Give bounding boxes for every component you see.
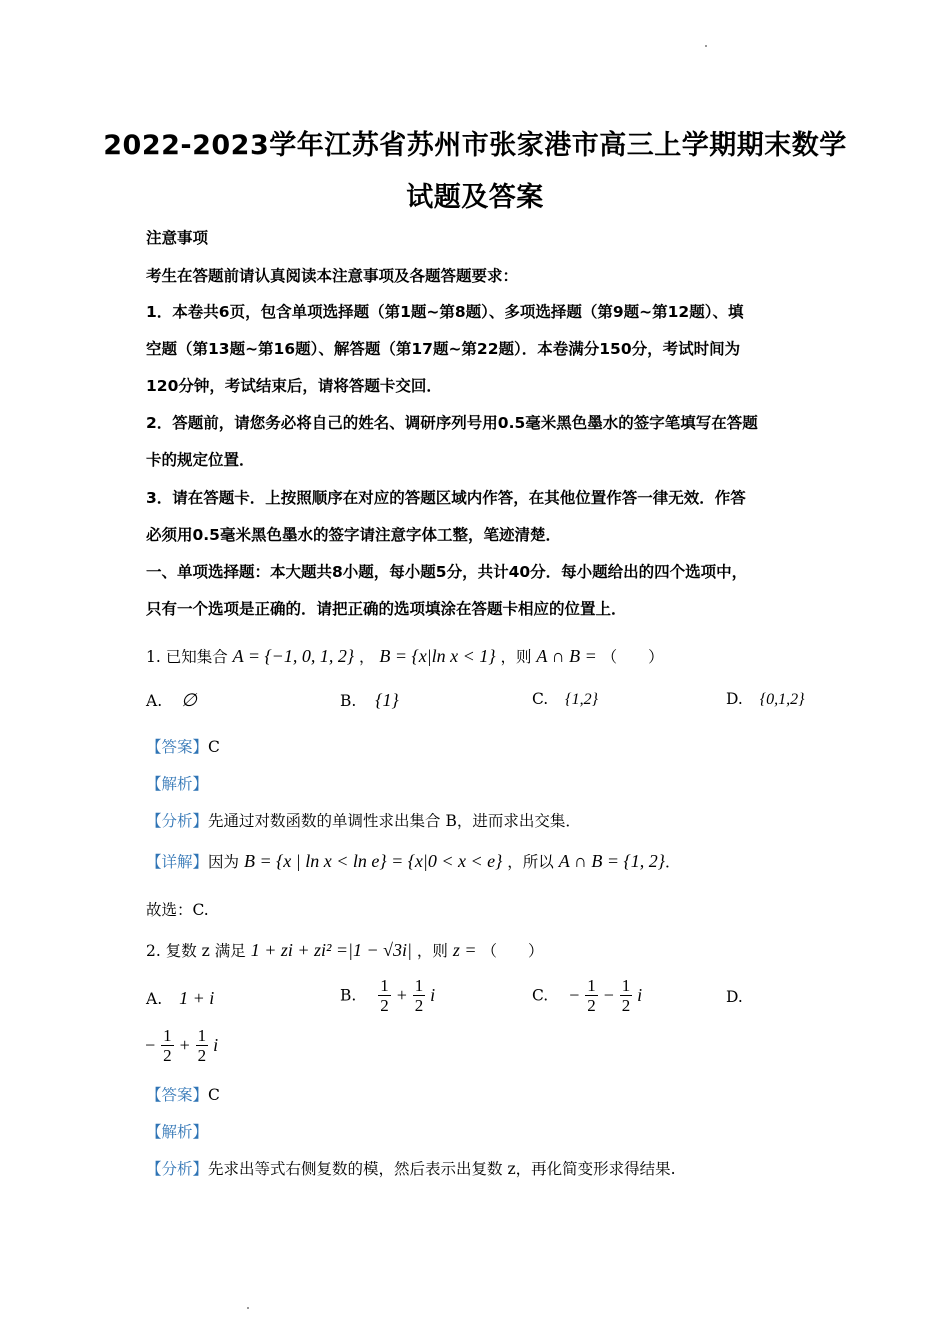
q2-option-b: B. $\frac{1}{2}$ + $\frac{1}{2}$ i <box>340 976 436 1015</box>
notes-item-3-line-1: 3．请在答题卡．上按照顺序在对应的答题区域内作答，在其他位置作答一律无效．作答 <box>146 489 746 507</box>
option-label: B. <box>340 986 357 1005</box>
option-value: {0,1,2} <box>759 691 805 708</box>
option-label: A. <box>146 692 163 710</box>
q1-fenxi <box>146 809 581 831</box>
frac-num: 1 <box>197 1026 207 1045</box>
detail-math-2: A ∩ B = {1, 2} <box>558 851 665 871</box>
detail-text: 因为 <box>208 853 240 871</box>
fenxi-text: 先求出等式右侧复数的模，然后表示出复数 z，再化简变形求得结果. <box>208 1160 676 1178</box>
scan-dot <box>705 45 707 47</box>
q1-set-b: B = {x|ln x < 1} <box>379 646 496 666</box>
option-value: ∅ <box>181 690 197 710</box>
frac-den: 2 <box>621 996 631 1015</box>
section-1-line-1: 一、单项选择题：本大题共8小题，每小题5分，共计40分．每小题给出的四个选项中， <box>146 563 748 581</box>
q1-expr: A ∩ B = <box>536 646 597 666</box>
q1-option-b <box>340 690 399 711</box>
frac-num: 1 <box>163 1026 172 1045</box>
answer-value: C <box>208 738 220 756</box>
fenxi-tag: 【分析】 <box>146 1160 209 1178</box>
frac-num: 1 <box>621 976 631 995</box>
q2-prefix: 2. 复数 z 满足 <box>146 942 246 960</box>
q2-option-a <box>146 988 214 1009</box>
q1-option-a <box>146 690 197 711</box>
q1-comma: ， <box>358 648 375 666</box>
frac-den: 2 <box>380 996 389 1015</box>
notes-item-2-line-2: 卡的规定位置． <box>146 451 255 469</box>
title-line-1: 2022-2023学年江苏省苏州市张家港市高三上学期期末数学 <box>103 130 847 161</box>
q2-option-d-label: D. <box>726 988 743 1006</box>
frac-den: 2 <box>197 1046 207 1065</box>
answer-tag: 【答案】 <box>146 1086 209 1104</box>
option-value: {1} <box>375 690 399 710</box>
q2-option-d: − $\frac{1}{2}$ + $\frac{1}{2}$ i <box>144 1026 219 1065</box>
answer-value: C <box>208 1086 220 1104</box>
q1-detail <box>146 850 680 872</box>
fenxi-tag: 【分析】 <box>146 812 209 830</box>
q1-mid: ，则 <box>500 648 532 666</box>
q1-analysis-tag: 【解析】 <box>146 775 209 793</box>
frac-den: 2 <box>587 996 596 1015</box>
q2-blank: （ ） <box>481 942 544 960</box>
q1-blank: （ ） <box>601 648 664 666</box>
option-label: A. <box>146 990 163 1008</box>
frac-den: 2 <box>163 1046 172 1065</box>
q2-equation: 1 + zi + zi² =|1 − √3i| <box>250 940 412 960</box>
detail-tag: 【详解】 <box>146 853 209 871</box>
question-2 <box>146 939 543 961</box>
notes-item-1-line-3: 120分钟，考试结束后，请将答题卡交回． <box>146 377 442 395</box>
detail-math: B = {x | ln x < ln e} = {x|0 < x < e} <box>243 851 503 871</box>
q2-analysis-tag: 【解析】 <box>146 1123 209 1141</box>
frac-num: 1 <box>587 976 596 995</box>
option-label: B. <box>340 692 357 710</box>
notes-heading: 注意事项 <box>146 229 209 247</box>
q1-option-d <box>726 690 805 709</box>
q1-set-a: A = {−1, 0, 1, 2} <box>232 646 355 666</box>
question-1 <box>146 645 664 667</box>
q1-choose: 故选：C. <box>146 901 209 919</box>
option-value: 1 + i <box>179 988 215 1008</box>
notes-item-2-line-1: 2．答题前，请您务必将自己的姓名、调研序列号用0.5毫米黑色墨水的签字笔填写在答题 <box>146 414 758 432</box>
q2-answer <box>146 1083 220 1105</box>
frac-num: 1 <box>380 976 389 995</box>
scan-dot <box>247 1307 249 1309</box>
fenxi-text: 先通过对数函数的单调性求出集合 B，进而求出交集． <box>208 812 581 830</box>
notes-item-1-line-1: 1．本卷共6页，包含单项选择题（第1题~第8题）、多项选择题（第9题~第12题）、填 <box>146 303 744 321</box>
q1-answer <box>146 735 220 757</box>
detail-end: ． <box>664 853 681 871</box>
q2-mid: ，则 <box>416 942 448 960</box>
detail-text: ，所以 <box>507 853 554 871</box>
option-value: {1,2} <box>565 691 598 708</box>
q2-expr: z = <box>452 940 477 960</box>
q1-prefix: 1. 已知集合 <box>146 648 228 666</box>
option-label: C. <box>532 690 549 708</box>
notes-intro: 考生在答题前请认真阅读本注意事项及各题答题要求： <box>146 267 519 285</box>
q1-option-c <box>532 690 598 709</box>
q2-option-c: C. − $\frac{1}{2}$ − $\frac{1}{2}$ i <box>532 976 643 1015</box>
frac-num: 1 <box>414 976 424 995</box>
option-label: C. <box>532 986 549 1005</box>
notes-item-3-line-2: 必须用0.5毫米黑色墨水的签字请注意字体工整，笔迹清楚． <box>146 526 561 544</box>
title-line-2: 试题及答案 <box>406 182 544 213</box>
notes-item-1-line-2: 空题（第13题~第16题）、解答题（第17题~第22题）．本卷满分150分，考试时间为 <box>146 340 741 358</box>
q2-fenxi <box>146 1157 676 1179</box>
option-label: D. <box>726 690 743 708</box>
section-1-line-2: 只有一个选项是正确的．请把正确的选项填涂在答题卡相应的位置上． <box>146 600 627 618</box>
answer-tag: 【答案】 <box>146 738 209 756</box>
frac-den: 2 <box>414 996 424 1015</box>
